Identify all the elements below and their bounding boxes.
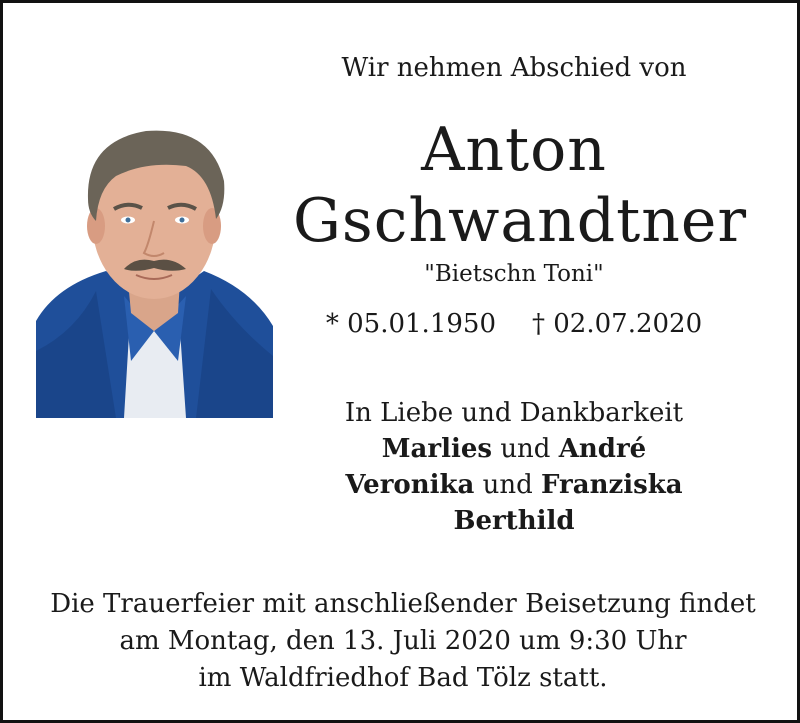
mourner-name: Veronika	[345, 470, 475, 500]
ceremony-line-1: Die Trauerfeier mit anschließender Beisetzung findet	[50, 589, 756, 619]
portrait-photo	[36, 121, 273, 418]
mourners-line-1	[293, 431, 735, 467]
mourner-name: Berthild	[453, 506, 575, 536]
mourner-name: Marlies	[381, 434, 493, 464]
mourners-block	[293, 395, 735, 539]
deceased-last-name: Gschwandtner	[293, 186, 748, 256]
mourner-name: Franziska	[541, 470, 683, 500]
deceased-first-name: Anton	[421, 115, 607, 185]
farewell-intro: Wir nehmen Abschied von	[341, 53, 687, 83]
ceremony-details	[6, 586, 800, 697]
mourner-name: André	[558, 434, 647, 464]
ceremony-line-2: am Montag, den 13. Juli 2020 um 9:30 Uhr	[119, 626, 687, 656]
life-dates	[293, 309, 735, 339]
birth-date: * 05.01.1950	[325, 309, 496, 339]
ceremony-line-3: im Waldfriedhof Bad Tölz statt.	[198, 663, 608, 693]
deceased-nickname: "Bietschn Toni"	[424, 261, 604, 287]
death-date: † 02.07.2020	[532, 309, 703, 339]
portrait-illustration	[36, 121, 273, 418]
mourners-line-2	[293, 467, 735, 503]
mourners-intro: In Liebe und Dankbarkeit	[344, 398, 684, 428]
mourners-line-3	[293, 503, 735, 539]
conjunction: und	[482, 470, 533, 500]
conjunction: und	[500, 434, 551, 464]
